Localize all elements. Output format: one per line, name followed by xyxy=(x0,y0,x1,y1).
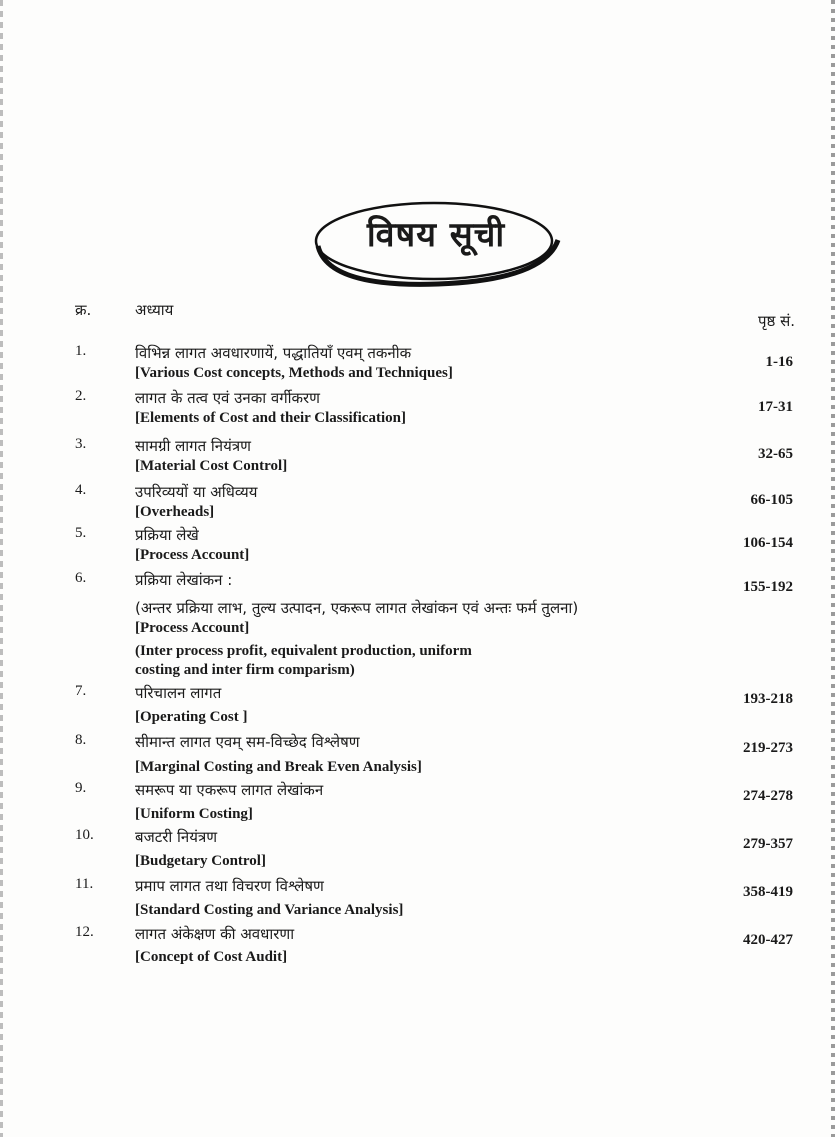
entry-number: 1. xyxy=(75,343,87,359)
page-title: विषय सूची xyxy=(366,215,506,255)
entry-pages: 219-273 xyxy=(743,740,793,756)
entry-number: 11. xyxy=(75,876,94,892)
entry-title-english: [Concept of Cost Audit] xyxy=(135,949,288,965)
entry-number: 6. xyxy=(75,570,87,586)
column-header-page: पृष्ठ सं. xyxy=(757,312,795,330)
entry-title-english: [Operating Cost ] xyxy=(135,709,248,725)
entry-subtitle-english-1: (Inter process profit, equivalent production, uniform xyxy=(135,643,472,659)
entry-title-hindi: सीमान्त लागत एवम् सम-विच्छेद विश्लेषण xyxy=(135,733,360,751)
entry-title-english: [Various Cost concepts, Methods and Techniques] xyxy=(135,365,453,381)
entry-title-english: [Process Account] xyxy=(135,547,250,563)
column-header-chapter: अध्याय xyxy=(135,301,174,319)
entry-pages: 420-427 xyxy=(743,932,793,948)
entry-pages: 32-65 xyxy=(758,446,793,462)
entry-pages: 66-105 xyxy=(750,492,793,508)
entry-pages: 106-154 xyxy=(743,535,793,551)
entry-number: 3. xyxy=(75,436,87,452)
entry-title-hindi: उपरिव्ययों या अधिव्यय xyxy=(135,483,258,501)
entry-title-hindi: लागत के तत्व एवं उनका वर्गीकरण xyxy=(135,389,321,407)
entry-title-english: [Uniform Costing] xyxy=(135,806,253,822)
entry-title-english: [Process Account] xyxy=(135,620,250,636)
title-oval xyxy=(308,196,564,288)
entry-number: 7. xyxy=(75,683,87,699)
entry-title-hindi: सामग्री लागत नियंत्रण xyxy=(135,437,251,455)
entry-title-hindi: प्रक्रिया लेखे xyxy=(135,526,199,544)
entry-title-hindi: प्रमाप लागत तथा विचरण विश्लेषण xyxy=(135,877,324,895)
entry-title-english: [Standard Costing and Variance Analysis] xyxy=(135,902,404,918)
entry-title-hindi: लागत अंकेक्षण की अवधारणा xyxy=(135,925,295,943)
entry-number: 10. xyxy=(75,827,94,843)
scan-edge-left xyxy=(0,0,3,1137)
entry-number: 2. xyxy=(75,388,87,404)
entry-pages: 279-357 xyxy=(743,836,793,852)
entry-number: 12. xyxy=(75,924,94,940)
entry-pages: 155-192 xyxy=(743,579,793,595)
entry-title-hindi: प्रक्रिया लेखांकन : xyxy=(135,571,233,589)
entry-subtitle-english-2: costing and inter firm comparism) xyxy=(135,662,355,678)
entry-title-english: [Marginal Costing and Break Even Analysis] xyxy=(135,759,422,775)
entry-title-english: [Material Cost Control] xyxy=(135,458,288,474)
entry-title-english: [Elements of Cost and their Classification] xyxy=(135,410,406,426)
entry-number: 5. xyxy=(75,525,87,541)
entry-title-english: [Budgetary Control] xyxy=(135,853,266,869)
entry-title-hindi: परिचालन लागत xyxy=(135,684,222,702)
entry-title-hindi: विभिन्न लागत अवधारणायें, पद्धातियाँ एवम् तकनीक xyxy=(135,344,412,362)
entry-number: 9. xyxy=(75,780,87,796)
entry-subtitle-hindi: (अन्तर प्रक्रिया लाभ, तुल्य उत्पादन, एकरूप लागत लेखांकन एवं अन्तः फर्म तुलना) xyxy=(135,599,579,617)
entry-title-hindi: समरूप या एकरूप लागत लेखांकन xyxy=(135,781,324,799)
entry-number: 8. xyxy=(75,732,87,748)
entry-pages: 274-278 xyxy=(743,788,793,804)
entry-title-hindi: बजटरी नियंत्रण xyxy=(135,828,218,846)
entry-pages: 193-218 xyxy=(743,691,793,707)
scan-edge-right xyxy=(831,0,835,1137)
entry-number: 4. xyxy=(75,482,87,498)
entry-title-english: [Overheads] xyxy=(135,504,215,520)
entry-pages: 358-419 xyxy=(743,884,793,900)
entry-pages: 17-31 xyxy=(758,399,793,415)
column-header-number: क्र. xyxy=(75,301,92,319)
entry-pages: 1-16 xyxy=(765,354,793,370)
